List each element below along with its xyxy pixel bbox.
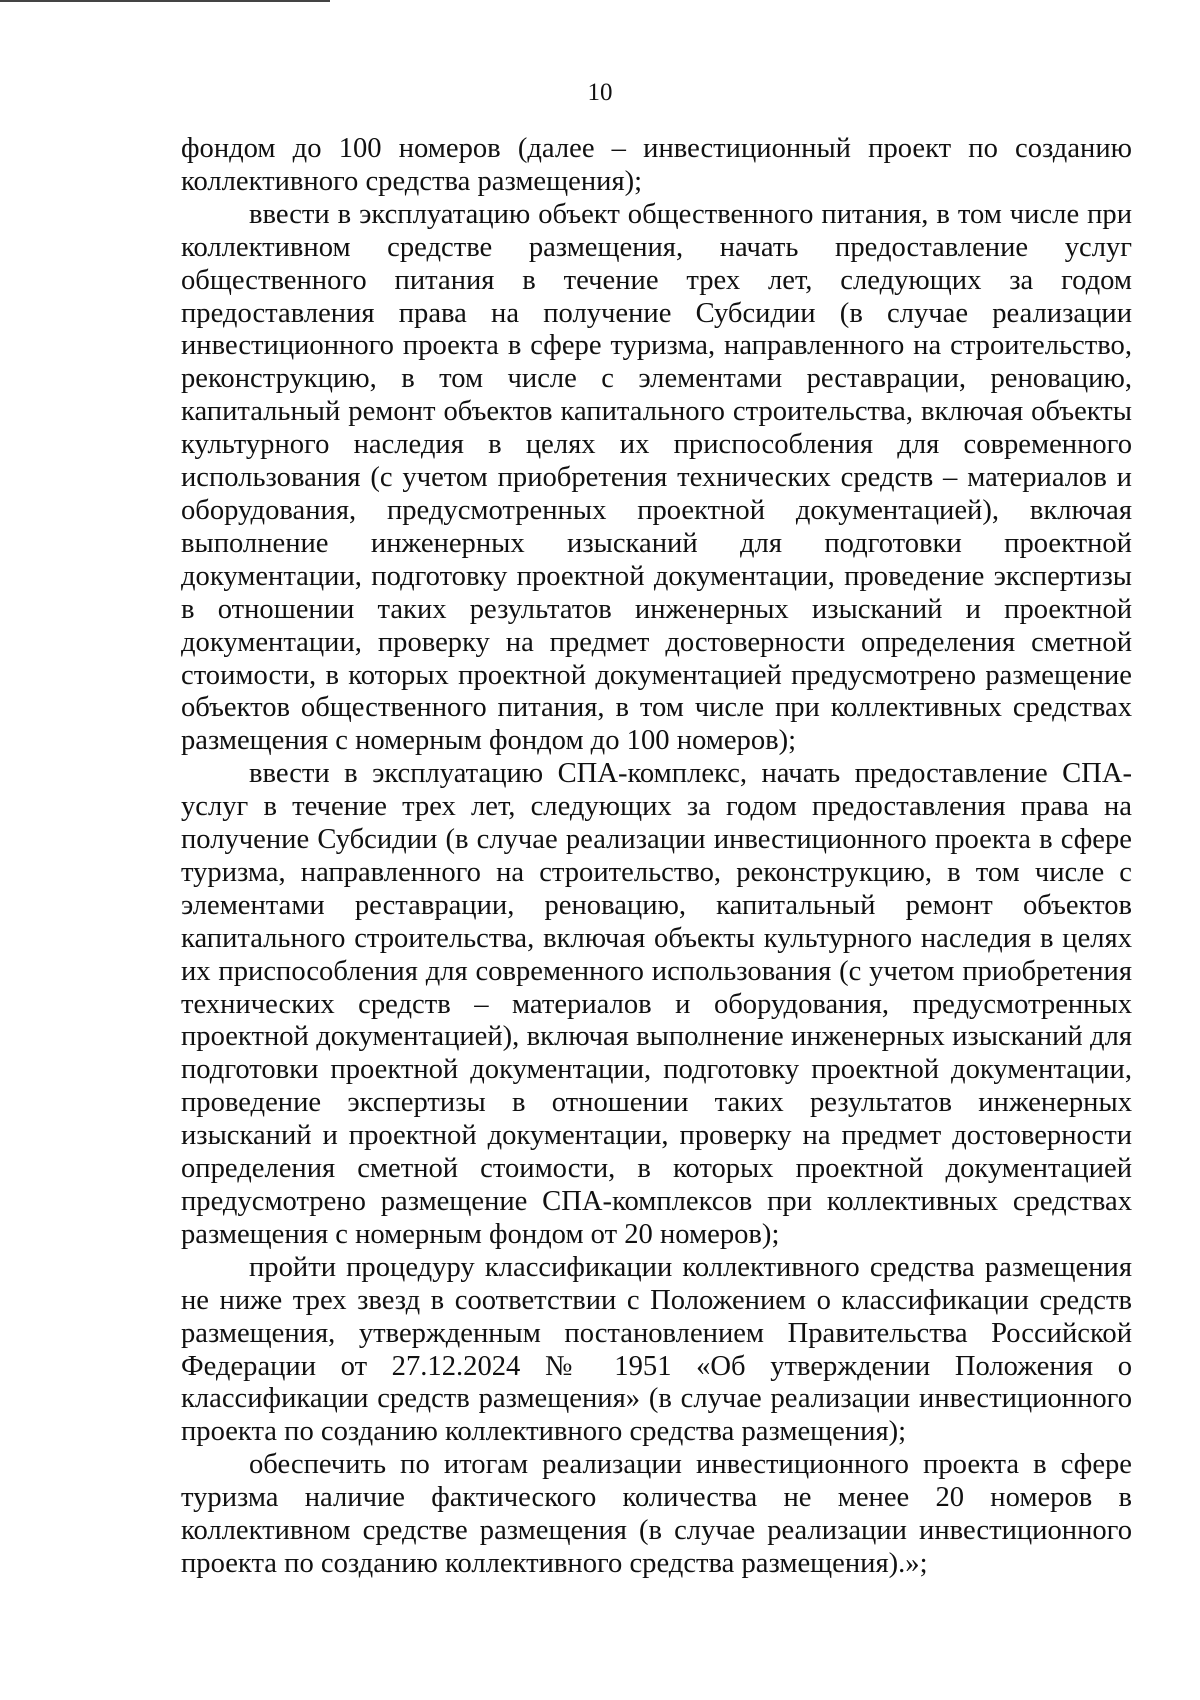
page-number: 10	[587, 79, 613, 106]
paragraph-room-count: обеспечить по итогам реализации инвестиционного проекта в сфере туризма наличие фактического количества не менее 20 номеров в коллективном средстве размещения (в случае реализации инвестиционного проекта по созданию коллективного средства размещения).»;	[181, 1449, 1132, 1579]
document-body	[181, 133, 1132, 1581]
top-edge-rule	[0, 0, 330, 2]
paragraph-continuation: фондом до 100 номеров (далее – инвестиционный проект по созданию коллективного средства размещения);	[181, 133, 1132, 197]
paragraph-classification: пройти процедуру классификации коллективного средства размещения не ниже трех звезд в соответствии с Положением о классификации средств размещения, утвержденным постановлением Правительства Российской Федерации от 27.12.2024 № 1951 «Об утверждении Положения о классификации средств размещения» (в случае реализации инвестиционного проекта по созданию коллективного средства размещения);	[181, 1251, 1132, 1448]
paragraph-spa-complex: ввести в эксплуатацию СПА-комплекс, начать предоставление СПА-услуг в течение трех лет, следующих за годом предоставления права на получение Субсидии (в случае реализации инвестиционного проекта в сфере туризма, направленного на строительство, реконструкцию, в том числе с элементами реставрации, реновацию, капитальный ремонт объектов капитального строительства, включая объекты культурного наследия в целях их приспособления для современного использования (с учетом приобретения технических средств – материалов и оборудования, предусмотренных проектной документацией), включая выполнение инженерных изысканий для подготовки проектной документации, подготовку проектной документации, проведение экспертизы в отношении таких результатов инженерных изысканий и проектной документации, проверку на предмет достоверности определения сметной стоимости, в которых проектной документацией предусмотрено размещение СПА-комплексов при коллективных средствах размещения с номерным фондом от 20 номеров);	[181, 758, 1132, 1250]
paragraph-food-service: ввести в эксплуатацию объект общественного питания, в том числе при коллективном средстве размещения, начать предоставление услуг общественного питания в течение трех лет, следующих за годом предоставления права на получение Субсидии (в случае реализации инвестиционного проекта в сфере туризма, направленного на строительство, реконструкцию, в том числе с элементами реставрации, реновацию, капитальный ремонт объектов капитального строительства, включая объекты культурного наследия в целях их приспособления для современного использования (с учетом приобретения технических средств – материалов и оборудования, предусмотренных проектной документацией), включая выполнение инженерных изысканий для подготовки проектной документации, подготовку проектной документации, проведение экспертизы в отношении таких результатов инженерных изысканий и проектной документации, проверку на предмет достоверности определения сметной стоимости, в которых проектной документацией предусмотрено размещение объектов общественного питания, в том числе при коллективных средствах размещения с номерным фондом до 100 номеров);	[181, 198, 1132, 757]
